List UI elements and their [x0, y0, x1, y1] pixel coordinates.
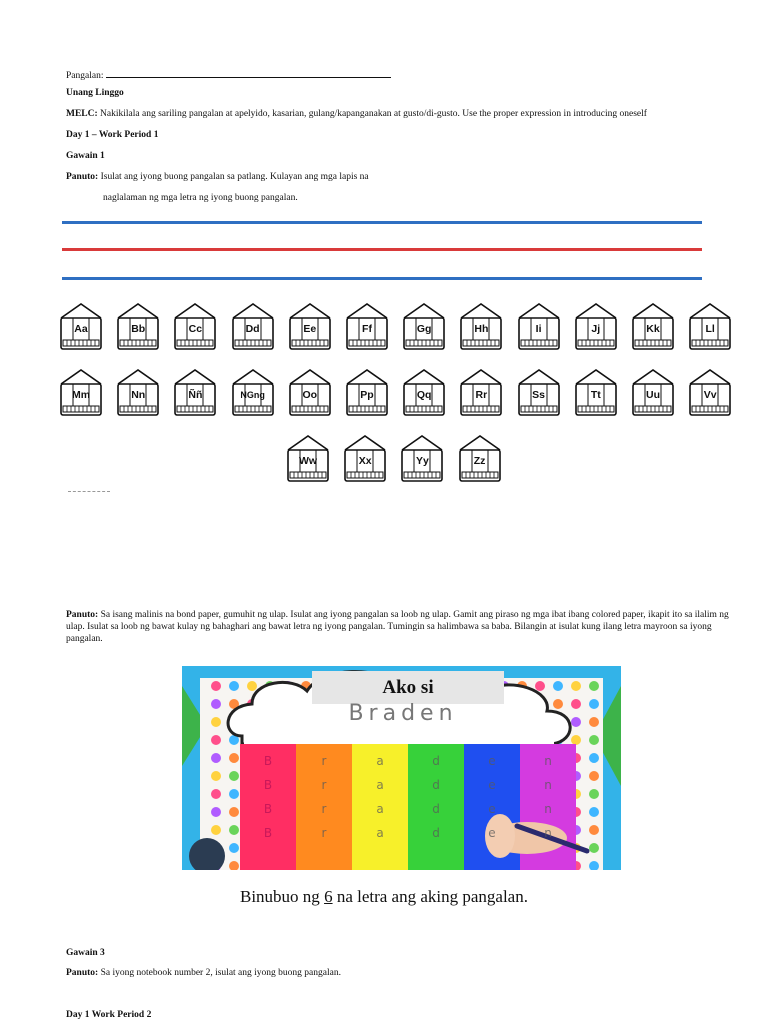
pencil-letter-label: Aa — [74, 323, 88, 335]
melc-text: Nakikilala ang sariling pangalan at apelyido, kasarian, gulang/kapanganakan at gusto/di-gusto. Use the proper expression in introducing oneself — [100, 109, 647, 119]
pencil-letter-label: Ll — [705, 323, 715, 335]
pencil-letter-vv[interactable] — [688, 368, 732, 416]
pencil-letter-bb[interactable] — [116, 302, 160, 350]
pencil-letter-pp[interactable] — [345, 368, 389, 416]
pencil-letter-gg[interactable] — [402, 302, 446, 350]
alphabet-row-2 — [0, 368, 768, 420]
pencil-letter-yy[interactable] — [400, 434, 444, 482]
strip-letter: a — [376, 754, 384, 768]
day1-period1-heading: Day 1 – Work Period 1 — [66, 130, 159, 140]
strip-letter: n — [544, 754, 552, 768]
pencil-letter-label: NGng — [240, 390, 265, 400]
stray-mark — [68, 491, 110, 493]
name-label: Pangalan: — [66, 71, 104, 81]
panuto2-paragraph — [66, 609, 746, 645]
pencil-letter-dd[interactable] — [231, 302, 275, 350]
alphabet-row-3 — [0, 434, 768, 486]
pencil-letter-rr[interactable] — [459, 368, 503, 416]
panuto3-label: Panuto: — [66, 968, 99, 978]
pencil-letter-aa[interactable] — [59, 302, 103, 350]
pencil-letter-ll[interactable] — [688, 302, 732, 350]
pencil-letter-ww[interactable] — [286, 434, 330, 482]
gawain3-heading: Gawain 3 — [66, 948, 105, 958]
strip-letter: B — [263, 802, 273, 816]
pencil-letter-label: Vv — [703, 389, 717, 401]
pencil-letter-label: Hh — [474, 323, 489, 335]
melc-line — [66, 108, 647, 120]
pencil-letter-label: Cc — [188, 323, 203, 335]
strip-letter: n — [544, 778, 552, 792]
strip-letter: d — [432, 754, 440, 768]
pencil-letter-label: Yy — [415, 455, 429, 467]
pencil-letter-xx[interactable] — [343, 434, 387, 482]
pencil-letter-cc[interactable] — [173, 302, 217, 350]
pencil-letter-ee[interactable] — [288, 302, 332, 350]
pencil-letter-kk[interactable] — [631, 302, 675, 350]
pencil-letter-ññ[interactable] — [173, 368, 217, 416]
strip-letter: r — [321, 778, 327, 792]
pencil-letter-label: Gg — [416, 323, 432, 335]
pencil-letter-label: Ii — [535, 323, 542, 335]
pencil-letter-label: Oo — [302, 389, 318, 401]
pencil-letter-label: Rr — [475, 389, 488, 401]
photo-title: Ako si — [312, 671, 504, 704]
week-heading: Unang Linggo — [66, 88, 124, 98]
pencil-letter-ngng[interactable] — [231, 368, 275, 416]
pencil-letter-label: Ff — [362, 323, 372, 335]
photo-caption — [0, 886, 768, 908]
caption-before: Binubuo ng — [240, 887, 325, 906]
pencil-letter-mm[interactable] — [59, 368, 103, 416]
pencil-letter-jj[interactable] — [574, 302, 618, 350]
strip-letter: n — [544, 826, 552, 840]
strip-letter: r — [321, 826, 327, 840]
strip-letter: e — [488, 778, 496, 792]
melc-label: MELC: — [66, 109, 98, 119]
caption-number: 6 — [324, 887, 333, 906]
pencil-letter-hh[interactable] — [459, 302, 503, 350]
pencil-letter-tt[interactable] — [574, 368, 618, 416]
panuto1-line2: naglalaman ng mga letra ng iyong buong pangalan. — [103, 193, 298, 203]
pencil-letter-label: Uu — [646, 389, 660, 401]
strip-letter: r — [321, 754, 327, 768]
panuto1-text-1: Isulat ang iyong buong pangalan sa patlang. Kulayan ang mga lapis na — [100, 172, 369, 182]
panuto1-label: Panuto: — [66, 172, 99, 182]
pencil-letter-qq[interactable] — [402, 368, 446, 416]
strip-letter: a — [376, 778, 384, 792]
pencil-letter-label: Jj — [591, 323, 601, 335]
pencil-letter-label: Ee — [303, 323, 317, 335]
pencil-letter-uu[interactable] — [631, 368, 675, 416]
strip-letter: d — [432, 802, 440, 816]
panuto2-label: Panuto: — [66, 610, 99, 620]
example-cloud-photo — [182, 666, 621, 870]
panuto3-line — [66, 967, 341, 979]
pencil-letter-label: Tt — [590, 389, 601, 401]
writing-line-bottom[interactable] — [62, 277, 702, 280]
writing-line-middle[interactable] — [62, 248, 702, 251]
strip-letter: a — [376, 826, 384, 840]
strip-letter: a — [376, 802, 384, 816]
pencil-letter-label: Zz — [473, 455, 486, 467]
name-field — [66, 68, 391, 82]
name-blank-line[interactable] — [106, 68, 391, 78]
pencil-letter-zz[interactable] — [458, 434, 502, 482]
strip-letter: d — [432, 826, 440, 840]
pencil-letter-label: Ññ — [188, 389, 203, 401]
strip-letter: B — [263, 754, 273, 768]
strip-letter: r — [321, 802, 327, 816]
caption-after: na letra ang aking pangalan. — [332, 887, 528, 906]
strip-letter: d — [432, 778, 440, 792]
photo-name: Braden — [348, 701, 458, 726]
alphabet-row-1 — [0, 302, 768, 354]
pencil-letter-label: Xx — [358, 455, 372, 467]
pencil-letter-label: Nn — [131, 389, 146, 401]
pencil-letter-label: Dd — [245, 323, 260, 335]
pencil-letter-oo[interactable] — [288, 368, 332, 416]
pencil-letter-label: Ww — [298, 455, 318, 467]
writing-line-top[interactable] — [62, 221, 702, 224]
pencil-letter-label: Pp — [360, 389, 374, 401]
pencil-letter-label: Kk — [646, 323, 660, 335]
pencil-letter-ff[interactable] — [345, 302, 389, 350]
gawain1-heading: Gawain 1 — [66, 151, 105, 161]
strip-letter: e — [488, 754, 496, 768]
pencil-letter-nn[interactable] — [116, 368, 160, 416]
pencil-letter-label: Ss — [532, 389, 546, 401]
pencil-letter-label: Bb — [131, 323, 146, 335]
pencil-letter-label: Mm — [71, 389, 91, 401]
strip-letter: B — [263, 778, 273, 792]
pencil-letter-ii[interactable] — [517, 302, 561, 350]
strip-letter: e — [488, 802, 496, 816]
panuto2-text: Sa isang malinis na bond paper, gumuhit ng ulap. Isulat ang iyong pangalan sa loob ng ulap. Gamit ang piraso ng mga ibat ibang colored paper, ikapit ito sa ilalim ng ulap. Isulat sa loob ng bawat kulay ng bahaghari ang bawat letra ng iyong pangalan. Tumingin sa halimbawa sa baba. Bilangin at isulat kung ilang letra mayroon sa iyong pangalan. — [66, 610, 729, 644]
pencil-letter-ss[interactable] — [517, 368, 561, 416]
strip-letter: n — [544, 802, 552, 816]
strip-letter: B — [263, 826, 273, 840]
day1-period2-heading: Day 1 Work Period 2 — [66, 1010, 152, 1020]
panuto1-line1 — [66, 171, 369, 183]
strip-letter: e — [488, 826, 496, 840]
pencil-letter-label: Qq — [416, 389, 432, 401]
panuto3-text: Sa iyong notebook number 2, isulat ang iyong buong pangalan. — [100, 968, 341, 978]
